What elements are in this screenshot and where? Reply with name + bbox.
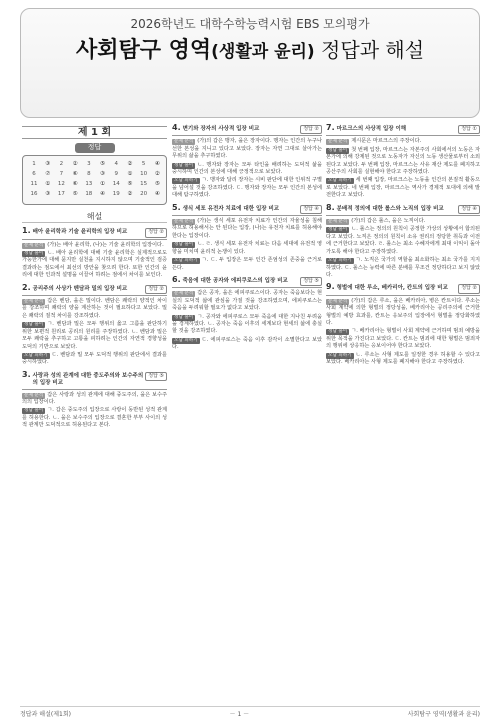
header (20, 8, 480, 118)
paragraph-text: 갑은 벤담, 을은 밀이다. 벤담은 쾌락의 양적인 차이를 강조하며 쾌락의 양을 계산하는 것이 필요하다고 보았다. 밀은 쾌락의 질적 차이를 강조하였다. (22, 298, 167, 319)
section-tag: 오답 피하기 (328, 258, 352, 264)
question-answer-badge: 정답 ② (300, 125, 322, 134)
explanation-paragraph (172, 257, 322, 272)
answer-key-answer: ③ (45, 161, 51, 168)
question-block (326, 283, 480, 366)
answer-key-answer: ② (72, 161, 78, 168)
answer-key-number: 7 (59, 171, 64, 178)
answer-key-number: 15 (140, 181, 148, 188)
paragraph-text: ㄷ. 벤담과 밀 모두 도덕적 행위의 판단에서 결과를 중시하였다. (22, 351, 167, 366)
question-title: 배아 윤리학과 기술 윤리학의 입장 비교 (32, 229, 128, 236)
explanation-paragraph (22, 298, 167, 320)
answer-key-answer: ⑤ (100, 161, 105, 168)
explanation-paragraph (172, 177, 322, 199)
header-subtitle: 2026학년도 대학수학능력시험 EBS 모의평가 (130, 17, 370, 31)
paragraph-text: (가)는 생식 세포 유전자 치료가 인간의 자율성을 침해하므로 허용해서는 안 된다는 입장, (나)는 유전자 치료를 허용해야 한다는 입장이다. (172, 218, 322, 239)
answer-key-title: 정답 (75, 143, 115, 152)
question-header (326, 124, 480, 136)
question-title: 생식 세포 유전자 치료에 대한 입장 비교 (182, 205, 280, 212)
question-answer-badge: 정답 ② (458, 284, 480, 293)
question-number: 7. (326, 123, 335, 132)
answer-key-number: 17 (57, 191, 65, 198)
answer-key-answer: ② (154, 171, 160, 178)
question-title: 형벌에 대한 루소, 베카리아, 칸트의 입장 비교 (336, 285, 448, 292)
answer-key-answer: ① (100, 181, 105, 188)
explanation-paragraph (22, 250, 167, 280)
answer-key-number: 10 (140, 171, 148, 178)
footer (20, 706, 480, 718)
section-tag: 오답 피하기 (328, 178, 352, 184)
explanation-paragraph (172, 162, 322, 177)
section-tag: 문제 분석 (24, 392, 44, 398)
title-rest: 정답과 해설 (314, 38, 425, 62)
question-block (326, 124, 480, 200)
paragraph-text: ㄴ. 배아 윤리학에 대해 기술 윤리학은 실제적으로도 가능한가에 대해 묻지만 실천을 지시하지 않으며 기술적인 검증 결과라는 점도에서 최선의 방안을 찾으려 한다. 또한 인간의 윤리에 대한 인과적 설명을 이끌어 하려는 점에서 차이를 보인다. (22, 250, 167, 279)
explanation-paragraph (172, 241, 322, 256)
question-answer-badge: 정답 ② (145, 285, 167, 294)
answer-key-number: 8 (87, 171, 91, 178)
paragraph-text: 갑은 사랑과 성의 관계에 대해 중도주의, 을은 보수주의의 입장이다. (22, 391, 167, 405)
answer-key-number: 12 (57, 181, 65, 188)
explanation-paragraph (172, 290, 322, 312)
paragraph-text: ㄷ. 에피쿠로스는 죽음 이후 감각이 소멸한다고 보았다. (172, 336, 322, 351)
question-number: 8. (326, 202, 335, 212)
question-number: 5. (172, 202, 181, 212)
explanation-paragraph (326, 147, 480, 177)
paragraph-text: ㄱ. 베카리아는 형벌이 사회 계약에 근거하며 범죄 예방을 위한 목적을 가진다고 보았다. ㄷ. 칸트는 범죄에 대한 형벌은 범죄자의 행위에 상응하는 응보이어야 한다고 보았다. (326, 328, 480, 350)
explanation-paragraph (326, 257, 480, 279)
section-tag: 정답 풀이 (174, 314, 194, 320)
answer-key-number: 6 (32, 171, 36, 178)
explanation-paragraph (326, 352, 480, 367)
answer-key-answer: ⑦ (45, 171, 51, 178)
answer-key-row (26, 160, 163, 170)
answer-key-number: 9 (114, 171, 118, 178)
question-block (172, 124, 322, 200)
question-number: 1. (22, 226, 31, 236)
paragraph-text: (가)의 갑은 맹자, 을은 장자이다. 맹자는 인간의 누구나 선한 본성을 지니고 있다고 보았다. 장자는 자연 그대로 살아가는 무위의 삶을 추구하였다. (172, 138, 322, 160)
section-tag: 정답 풀이 (24, 322, 44, 328)
paragraph-text: (가)의 갑은 롤스, 을은 노직이다. (351, 218, 426, 225)
question-header (326, 283, 480, 295)
question-answer-badge: 정답 ④ (300, 205, 322, 214)
section-tag: 정답 풀이 (328, 147, 348, 153)
answer-key-answer: ⑤ (72, 191, 78, 198)
section-tag: 오답 피하기 (174, 178, 198, 184)
answer-key (22, 155, 167, 205)
question-answer-badge: 정답 ④ (458, 205, 480, 214)
paragraph-text: 세 번째 입장, 마르크스는 노동을 인간의 본질적 활동으로 보았다. 네 번째 입장, 마르크스는 역사가 경제적 토대에 의해 발전한다고 보았다. (326, 177, 480, 199)
answer-key-number: 19 (112, 191, 120, 198)
paragraph-text: 제시문은 마르크스의 주장이다. (351, 138, 422, 145)
answer-key-answer: ④ (154, 191, 160, 198)
question-number: 4. (172, 123, 181, 132)
column-2 (172, 120, 322, 698)
answer-key-answer: ③ (45, 191, 51, 198)
section-tag: 정답 풀이 (328, 329, 348, 335)
answer-key-row (26, 170, 163, 180)
explanation-paragraph (326, 328, 480, 350)
paragraph-text: (가)의 갑은 루소, 을은 베카리아, 병은 칸트이다. 루소는 사회 계약에 의한 형벌의 정당성을, 베카리아는 공리주의에 근거한 형벌의 예방 효과를, 칸트는 응보주의 입장에서 형벌을 정당화하였다. (326, 297, 480, 326)
question-block (22, 371, 167, 430)
answer-key-answer: ③ (100, 171, 105, 178)
paragraph-text: ㄴ. 롤스는 정의의 원칙이 공정한 가상의 상황에서 합의된다고 보았다. 노직은 정의의 원칙이 소유 권리의 정당한 취득과 이전에 근거한다고 보았다. ㄹ. 롤스는 최소 수혜자에게 최대 이익이 돌아가도록 해야 한다고 주장하였다. (326, 226, 480, 255)
explanation-paragraph (326, 226, 480, 256)
explanation-paragraph (326, 298, 480, 328)
answer-key-row (26, 180, 163, 190)
round-label: 제 1 회 (22, 126, 167, 139)
question-title: 마르크스의 사상적 입장 이해 (336, 126, 407, 132)
answer-key-answer: ⑥ (72, 171, 78, 178)
answer-key-answer: ④ (100, 191, 105, 198)
section-tag: 문제 분석 (174, 219, 194, 225)
section-tag: 문제 분석 (24, 242, 44, 248)
page-number: － 1 － (229, 711, 250, 718)
explanation-paragraph (22, 392, 167, 407)
question-title: 분배적 정의에 대한 롤스와 노직의 입장 비교 (336, 205, 444, 212)
section-tag: 문제 분석 (24, 299, 44, 305)
answer-key-answer: ⑤ (154, 181, 160, 188)
section-tag: 오답 피하기 (328, 352, 352, 358)
question-header (22, 371, 167, 390)
question-title: 공리주의 사상가 벤담과 밀의 입장 비교 (32, 285, 128, 292)
answer-key-answer: ① (45, 181, 51, 188)
section-tag: 정답 풀이 (174, 162, 194, 168)
section-tag: 문제 분석 (328, 298, 348, 304)
answer-key-number: 5 (141, 161, 146, 168)
question-title: 사랑과 성의 관계에 대한 중도주의와 보수주의의 입장 비교 (32, 372, 144, 387)
question-header (172, 204, 322, 216)
explanation-title: 해설 (22, 213, 167, 223)
column-3 (326, 120, 480, 698)
answer-key-answer: ② (127, 191, 133, 198)
section-tag: 정답 풀이 (328, 227, 348, 233)
section-tag: 문제 분석 (328, 139, 348, 145)
explanation-paragraph (22, 242, 167, 249)
answer-key-answer: ⑥ (72, 181, 78, 188)
answer-key-table (26, 160, 163, 200)
answer-key-answer: ① (127, 171, 133, 178)
answer-key-number: 4 (114, 161, 118, 168)
answer-key-number: 18 (85, 191, 93, 198)
explanation-paragraph (22, 407, 167, 429)
title-paren: (생활과 윤리) (211, 42, 315, 62)
question-block (326, 204, 480, 280)
paragraph-text: ㄴ. 맹자와 장자는 모두 타인을 배려하는 도덕적 삶을 중시하며 인간의 본성에 대해 긍정적으로 보았다. (172, 161, 322, 176)
answer-key-answer: ② (127, 161, 133, 168)
answer-key-number: 14 (112, 181, 120, 188)
paragraph-text: ㄱ. 벤담과 밀은 모두 행위의 옳고 그름을 판단하기 위한 보편적 원리로 공리의 원리를 주장하였다. ㄴ. 벤담과 밀은 모두 쾌락을 추구하고 고통을 피하려는 인간의 자연적 경향성을 도덕의 기반으로 보았다. (22, 321, 167, 350)
explanation-paragraph (22, 321, 167, 351)
answer-key-answer: ④ (154, 161, 160, 168)
question-block (22, 227, 167, 279)
question-block (172, 204, 322, 272)
explanation-paragraph (326, 138, 480, 145)
explanation-paragraph (172, 337, 322, 352)
question-number: 9. (326, 282, 335, 292)
explanation-paragraph (172, 314, 322, 336)
question-block (172, 276, 322, 352)
footer-left: 정답과 해설(제1회) (20, 711, 71, 718)
explanation-paragraph (326, 177, 480, 199)
explanation-paragraph (22, 352, 167, 367)
paragraph-text: (가)는 배아 윤리학, (나)는 기술 윤리학의 입장이다. (47, 241, 164, 248)
paragraph-text: ㄴ. 루소는 사형 제도를 일정한 경우 허용할 수 있다고 보았다. 베카리아는 사형 제도를 폐지해야 한다고 주장하였다. (326, 351, 480, 365)
question-answer-badge: 정답 ② (145, 228, 167, 237)
answer-key-answer: ⑤ (127, 181, 133, 188)
question-header (172, 276, 322, 288)
section-tag: 정답 풀이 (174, 242, 194, 248)
paragraph-text: ㄱ. ㄷ. 두 입장은 모두 인간 존엄성의 존중을 근거로 든다. (172, 257, 322, 271)
column-1 (22, 120, 167, 698)
answer-key-number: 3 (87, 161, 91, 168)
paragraph-text: ㄱ. 맹자와 달리 장자는 시비 판단에 대한 인위적 구별을 넘어설 것을 강조하였다. ㄷ. 맹자와 장자는 모두 인간의 본성에 대해 탐구하였다. (172, 177, 322, 199)
section-tag: 정답 풀이 (24, 408, 44, 414)
section-tag: 문제 분석 (174, 139, 194, 145)
header-title (21, 33, 479, 64)
paragraph-text: ㄱ. 공자와 에피쿠로스 모두 죽음에 대한 지나친 두려움을 경계하였다. ㄴ. 공자는 죽음 이후의 세계보다 현세의 삶에 충실할 것을 강조하였다. (172, 313, 322, 335)
question-title: 변기와 장자의 사상적 입장 비교 (182, 126, 260, 132)
paragraph-text: ㄱ. 노직은 국가의 역할을 최소화하는 최소 국가를 지지하였다. ㄷ. 롤스는 능력에 따른 분배를 무조건 정당하다고 보지 않았다. (326, 257, 480, 278)
answer-key-number: 16 (30, 191, 38, 198)
question-header (22, 227, 167, 239)
footer-right: 사회탐구 영역(생활과 윤리) (407, 711, 480, 718)
paragraph-text: ㄱ. 갑은 중도주의 입장으로 사랑이 동반된 성적 관계를 허용한다. ㄴ. 을은 보수주의 입장으로 결혼한 부부 사이의 성적 관계만 도덕적으로 허용된다고 본다. (22, 407, 167, 429)
answer-key-number: 13 (85, 181, 93, 188)
explanation-paragraph (172, 138, 322, 160)
question-answer-badge: 정답 ⑤ (300, 277, 322, 286)
question-header (326, 204, 480, 216)
section-tag: 정답 풀이 (24, 251, 44, 257)
paragraph-text: ㄴ. ㄹ. 생식 세포 유전자 치료는 다음 세대에 유전적 영향을 미치며 윤리적 논쟁이 있다. (172, 241, 322, 255)
section-tag: 오답 피하기 (174, 337, 198, 343)
answer-key-number: 11 (30, 181, 38, 188)
question-title: 죽음에 대한 공자와 에피쿠로스의 입장 비교 (182, 277, 288, 284)
paragraph-text: 갑은 공자, 을은 에피쿠로스이다. 공자는 죽음보다는 현실의 도덕적 삶에 관심을 가질 것을 강조하였으며, 에피쿠로스는 죽음을 두려워할 필요가 없다고 보았다. (172, 290, 322, 312)
question-block (22, 284, 167, 367)
explanation-paragraph (326, 218, 480, 225)
question-header (22, 284, 167, 296)
question-number: 3. (22, 369, 31, 379)
explanation-paragraph (172, 218, 322, 240)
answer-key-row (26, 190, 163, 200)
question-header (172, 124, 322, 136)
section-tag: 문제 분석 (328, 219, 348, 225)
paragraph-text: 첫 번째 입장, 마르크스는 자본주의 사회에서의 노동은 자본가에 의해 강제된 것으로 노동자가 자신의 노동 생산물로부터 소외된다고 보았다. 두 번째 입장, 마르크스는 사유 재산 제도를 폐지하고 공산주의 사회를 실현해야 한다고 주장하였다. (326, 146, 480, 176)
answer-key-number: 2 (59, 161, 64, 168)
section-tag: 오답 피하기 (24, 352, 48, 358)
question-answer-badge: 정답 ⑤ (145, 372, 167, 381)
question-number: 6. (172, 274, 181, 284)
answer-key-number: 20 (140, 191, 148, 198)
answer-key-number: 1 (32, 161, 36, 168)
section-tag: 오답 피하기 (174, 258, 198, 264)
question-answer-badge: 정답 ① (458, 125, 480, 134)
question-number: 2. (22, 282, 31, 292)
title-main: 사회탐구 영역 (75, 38, 212, 63)
section-tag: 문제 분석 (174, 291, 194, 297)
